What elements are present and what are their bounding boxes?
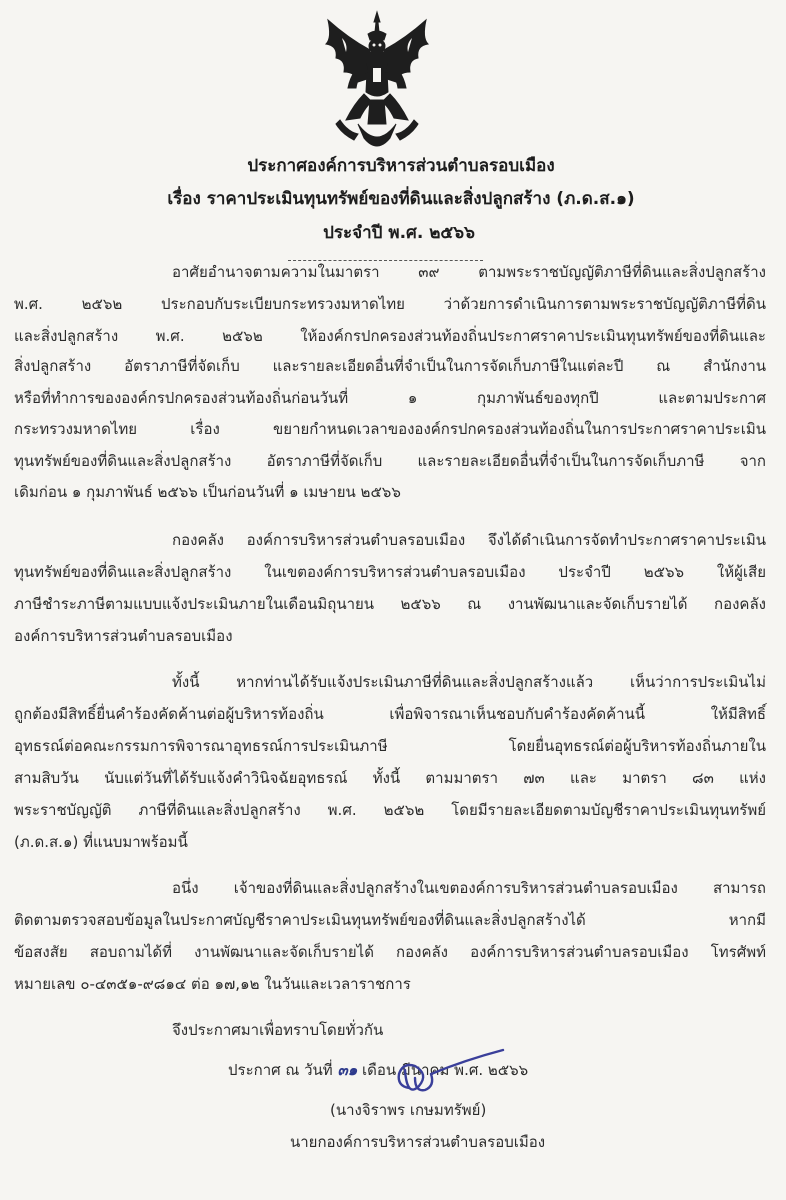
paragraph-1-line-4: สิ่งปลูกสร้าง อัตราภาษีที่จัดเก็บ และรายละเอียดอื่นที่จำเป็นในการจัดเก็บภาษีในแต่ละปี ณ สำนักงาน	[14, 357, 766, 375]
paragraph-1-line-5: หรือที่ทำการขององค์กรปกครองส่วนท้องถิ่นก่อนวันที่ ๑ กุมภาพันธ์ของทุกปี และตามประกาศ	[14, 389, 766, 407]
paragraph-2-line-4: องค์การบริหารส่วนตำบลรอบเมือง	[14, 627, 233, 645]
paragraph-4-line-1: อนึ่ง เจ้าของที่ดินและสิ่งปลูกสร้างในเขตองค์การบริหารส่วนตำบลรอบเมือง สามารถ	[172, 879, 766, 897]
announcement-subject: เรื่อง ราคาประเมินทุนทรัพย์ของที่ดินและสิ่งปลูกสร้าง (ภ.ด.ส.๑)	[167, 189, 635, 209]
paragraph-1-line-6: กระทรวงมหาดไทย เรื่อง ขยายกำหนดเวลาขององค์กรปกครองส่วนท้องถิ่นในการประกาศราคาประเมิน	[14, 420, 766, 438]
paragraph-4-line-2: ติดตามตรวจสอบข้อมูลในประกาศบัญชีราคาประเมินทุนทรัพย์ของที่ดินและสิ่งปลูกสร้างได้ หากมี	[14, 911, 766, 929]
signer-name: (นางจิราพร เกษมทรัพย์)	[330, 1101, 487, 1119]
announcement-title: ประกาศองค์การบริหารส่วนตำบลรอบเมือง	[247, 156, 555, 176]
paragraph-3-line-6: (ภ.ด.ส.๑) ที่แนบมาพร้อมนี้	[14, 833, 188, 851]
paragraph-3-line-4: สามสิบวัน นับแต่วันที่ได้รับแจ้งคำวินิจฉัยอุทธรณ์ ทั้งนี้ ตามมาตรา ๗๓ และ มาตรา ๘๓ แห่ง	[14, 769, 766, 787]
paragraph-2-line-3: ภาษีชำระภาษีตามแบบแจ้งประเมินภายในเดือนมิถุนายน ๒๕๖๖ ณ งานพัฒนาและจัดเก็บรายได้ กองคลัง	[14, 595, 766, 613]
paragraph-2-line-2: ทุนทรัพย์ของที่ดินและสิ่งปลูกสร้าง ในเขตองค์การบริหารส่วนตำบลรอบเมือง ประจำปี ๒๕๖๖ ให้ผู้เสีย	[14, 563, 766, 581]
paragraph-2-line-1: กองคลัง องค์การบริหารส่วนตำบลรอบเมือง จึงได้ดำเนินการจัดทำประกาศราคาประเมิน	[172, 531, 766, 549]
paragraph-3-line-1: ทั้งนี้ หากท่านได้รับแจ้งประเมินภาษีที่ดินและสิ่งปลูกสร้างแล้ว เห็นว่าการประเมินไม่	[172, 673, 766, 691]
date-rest: เดือน มีนาคม พ.ศ. ๒๕๖๖	[362, 1061, 529, 1079]
paragraph-1-line-2: พ.ศ. ๒๕๖๒ ประกอบกับระเบียบกระทรวงมหาดไทย ว่าด้วยการดำเนินการตามพระราชบัญญัติภาษีที่ดิน	[14, 295, 766, 313]
paragraph-4-line-3: ข้อสงสัย สอบถามได้ที่ งานพัฒนาและจัดเก็บรายได้ กองคลัง องค์การบริหารส่วนตำบลรอบเมือง โทรศัพท์	[14, 943, 766, 961]
paragraph-4-line-4: หมายเลข ๐-๔๓๕๑-๙๘๑๔ ต่อ ๑๗,๑๒ ในวันและเวลาราชการ	[14, 975, 411, 993]
paragraph-1-line-1: อาศัยอำนาจตามความในมาตรา ๓๙ ตามพระราชบัญญัติภาษีที่ดินและสิ่งปลูกสร้าง	[172, 263, 766, 281]
paragraph-3-line-2: ถูกต้องมีสิทธิ์ยื่นคำร้องคัดค้านต่อผู้บริหารท้องถิ่น เพื่อพิจารณาเห็นชอบกับคำร้องคัดค้านนี้ ให้มีสิทธิ์	[14, 705, 766, 723]
paragraph-1-line-3: และสิ่งปลูกสร้าง พ.ศ. ๒๕๖๒ ให้องค์กรปกครองส่วนท้องถิ่นประกาศราคาประเมินทุนทรัพย์ของที่ดินและ	[14, 327, 766, 345]
date-day: ๓๑	[337, 1061, 358, 1079]
paragraph-1-line-7: ทุนทรัพย์ของที่ดินและสิ่งปลูกสร้าง อัตราภาษีที่จัดเก็บ และรายละเอียดอื่นที่จำเป็นในการจัดเก็บภาษี จาก	[14, 452, 766, 470]
signer-position: นายกองค์การบริหารส่วนตำบลรอบเมือง	[290, 1133, 546, 1151]
paragraph-3-line-5: พระราชบัญญัติ ภาษีที่ดินและสิ่งปลูกสร้าง พ.ศ. ๒๕๖๒ โดยมีรายละเอียดตามบัญชีราคาประเมินทุนทรัพย์	[14, 801, 766, 819]
paragraph-3-line-3: อุทธรณ์ต่อคณะกรรมการพิจารณาอุทธรณ์การประเมินภาษี โดยยื่นอุทธรณ์ต่อผู้บริหารท้องถิ่นภายใน	[14, 737, 766, 755]
divider	[288, 260, 483, 261]
paragraph-1-line-8: เดิมก่อน ๑ กุมภาพันธ์ ๒๕๖๖ เป็นก่อนวันที่ ๑ เมษายน ๒๕๖๖	[14, 483, 401, 501]
closing-statement: จึงประกาศมาเพื่อทราบโดยทั่วกัน	[172, 1021, 384, 1039]
announcement-year: ประจำปี พ.ศ. ๒๕๖๖	[323, 223, 475, 243]
garuda-emblem-icon	[318, 8, 436, 154]
date-prefix: ประกาศ ณ วันที่	[228, 1061, 333, 1079]
